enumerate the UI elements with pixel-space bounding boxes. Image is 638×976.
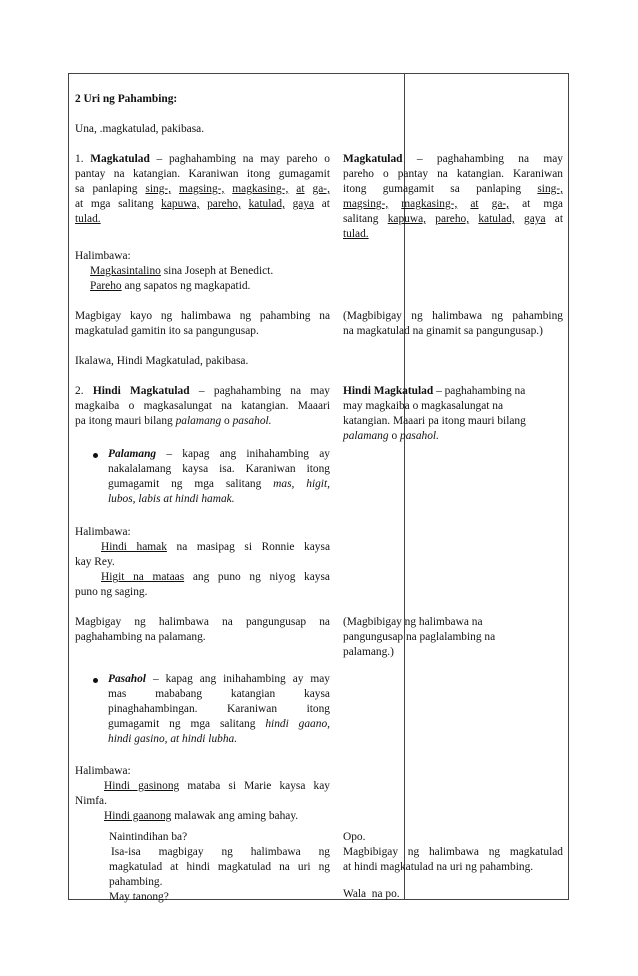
closing-line3: magkatulad at hindi magkatulad na uri ng <box>109 861 330 873</box>
right-def2-line2: may magkaiba o magkasalungat na <box>343 400 504 412</box>
example2-label: Halimbawa: <box>75 526 131 538</box>
right-def1-line4: magsing-, magkasing-, at ga-, at mga <box>343 198 563 210</box>
right-response3-line3: at hindi magkatulad na uri ng pahambing. <box>343 861 534 873</box>
right-response2-line2: pangungusap na paglalambing na <box>343 631 496 643</box>
pasahol-line4: gumagamit ng mga salitang hindi gaano, <box>108 718 330 730</box>
second-intro: Ikalawa, Hindi Magkatulad, pakibasa. <box>75 355 249 367</box>
closing-line4: pahambing. <box>109 876 163 888</box>
palamang-line2: nakalalamang kaysa isa. Karaniwan itong <box>108 463 330 475</box>
right-def2-line4: palamang o pasahol. <box>343 430 439 442</box>
def2-line1: 2. Hindi Magkatulad – paghahambing na may <box>75 385 330 397</box>
example3-sentence1: Hindi gasinong mataba si Marie kaysa kay <box>104 780 330 792</box>
pasahol-line3: pinaghahambingan. Karaniwan itong <box>108 703 330 715</box>
palamang-line1: Palamang – kapag ang inihahambing ay <box>108 448 330 460</box>
def1-line2: pantay na katangian. Karaniwan itong gumagamit <box>75 168 330 180</box>
right-def1-line2: pareho o pantay na katangian. Karaniwan <box>343 168 563 180</box>
closing-line1: Naintindihan ba? <box>109 831 188 843</box>
section-title: 2 Uri ng Pahambing: <box>75 93 178 105</box>
example1-sentence2: Pareho ang sapatos ng magkapatid. <box>90 280 251 292</box>
closing-line2: Isa-isa magbigay ng halimbawa ng <box>111 846 330 858</box>
task1-line1: Magbigay kayo ng halimbawa ng pahambing na <box>75 310 330 322</box>
pasahol-line2: mas mababang katangian kaysa <box>108 688 330 700</box>
intro-line: Una, .magkatulad, pakibasa. <box>75 123 205 135</box>
palamang-line4: lubos, labis at hindi hamak. <box>108 493 235 505</box>
task1-line2: magkatulad gamitin ito sa pangungusap. <box>75 325 259 337</box>
example1-label: Halimbawa: <box>75 250 131 262</box>
right-response3-line1: Opo. <box>343 831 366 843</box>
example3-label: Halimbawa: <box>75 765 131 777</box>
right-def2-line3: katangian. Maaari pa itong mauri bilang <box>343 415 526 427</box>
example1-sentence1: Magkasintalino sina Joseph at Benedict. <box>90 265 274 277</box>
right-def1-line6: tulad. <box>343 228 369 240</box>
right-response1-line2: na magkatulad na ginamit sa pangungusap.) <box>343 325 543 337</box>
right-response2-line3: palamang.) <box>343 646 394 658</box>
right-def1-line3: itong gumagamit sa panlaping sing-, <box>343 183 563 195</box>
example2-sentence1: Hindi hamak na masipag si Ronnie kaysa <box>101 541 330 553</box>
task2-line1: Magbigay ng halimbawa na pangungusap na <box>75 616 330 628</box>
right-response3-line4: Wala na po. <box>343 888 400 900</box>
right-def1-line1: Magkatulad – paghahambing na may <box>343 153 563 165</box>
pasahol-line5: hindi gasino, at hindi lubha. <box>108 733 238 745</box>
def1-line1: 1. Magkatulad – paghahambing na may pareho o <box>75 153 330 165</box>
example2-sentence1-cont: kay Rey. <box>75 556 115 568</box>
closing-line5: May tanong? <box>109 891 169 903</box>
example3-sentence2: Hindi gaanong malawak ang aming bahay. <box>104 810 299 822</box>
def2-line3: pa itong mauri bilang palamang o pasahol. <box>75 415 272 427</box>
right-def2-line1: Hindi Magkatulad – paghahambing na <box>343 385 526 397</box>
example2-sentence2: Higit na mataas ang puno ng niyog kaysa <box>101 571 330 583</box>
right-response2-line1: (Magbibigay ng halimbawa na <box>343 616 483 628</box>
example3-sentence1-cont: Nimfa. <box>75 795 107 807</box>
bullet-dot <box>93 678 98 683</box>
example2-sentence2-cont: puno ng saging. <box>75 586 148 598</box>
def1-line4: at mga salitang kapuwa, pareho, katulad, gaya at <box>75 198 330 210</box>
pasahol-line1: Pasahol – kapag ang inihahambing ay may <box>108 673 330 685</box>
def1-line3: sa panlaping sing-, magsing-, magkasing-, at ga-, <box>75 183 330 195</box>
task2-line2: paghahambing na palamang. <box>75 631 206 643</box>
palamang-line3: gumagamit ng mga salitang mas, higit, <box>108 478 330 490</box>
right-response1-line1: (Magbibigay ng halimbawa ng pahambing <box>343 310 563 322</box>
def2-line2: magkaiba o magkasalungat na katangian. Maaari <box>75 400 330 412</box>
bullet-dot <box>93 453 98 458</box>
def1-line5: tulad. <box>75 213 101 225</box>
right-def1-line5: salitang kapuwa, pareho, katulad, gaya at <box>343 213 564 225</box>
right-response3-line2: Magbibigay ng halimbawa ng magkatulad <box>343 846 563 858</box>
